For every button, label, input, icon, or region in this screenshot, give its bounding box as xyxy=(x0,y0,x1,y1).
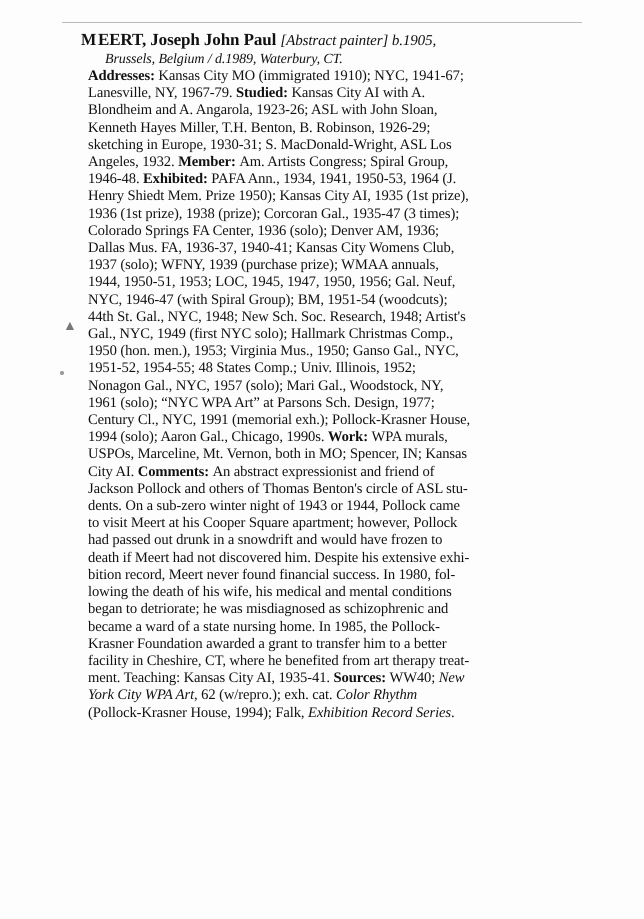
entry-text-line xyxy=(88,670,576,687)
entry-text-segment: Lanesville, NY, 1967-79. xyxy=(88,85,237,102)
entry-text-line xyxy=(88,636,576,653)
entry-text-line xyxy=(88,360,576,377)
entry-text-line xyxy=(88,584,576,601)
entry-text-line xyxy=(88,601,576,618)
artist-birth-death-places: Brussels, Belgium / d.1989, Waterbury, CT. xyxy=(105,52,343,67)
entry-text-segment: Krasner Foundation awarded a grant to transfer him to a better xyxy=(88,635,447,652)
entry-text-line xyxy=(88,223,576,240)
entry-text-segment: became a ward of a state nursing home. In 1985, the Pollock- xyxy=(88,618,440,635)
entry-text-segment: Angeles, 1932. xyxy=(88,154,179,171)
entry-text-segment: 1994 (solo); Aaron Gal., Chicago, 1990s. xyxy=(88,429,328,446)
entry-text-line xyxy=(88,171,576,188)
entry-text-line xyxy=(88,687,576,704)
entry-text-segment: Century Cl., NYC, 1991 (memorial exh.); Pollock-Krasner House, xyxy=(88,412,471,429)
entry-text-segment: 1946-48. xyxy=(88,171,144,188)
entry-text-line xyxy=(88,412,576,429)
entry-text-segment: Color Rhythm xyxy=(336,687,418,704)
entry-text-line xyxy=(88,464,576,481)
section-label: Comments: xyxy=(137,463,213,480)
entry-text-segment: began to detriorate; he was misdiagnosed as schizophrenic and xyxy=(88,601,449,618)
entry-text-segment: NYC, 1946-47 (with Spiral Group); BM, 1951-54 (woodcuts); xyxy=(88,291,448,308)
entry-text-line xyxy=(88,137,576,154)
entry-text-segment: ment. Teaching: Kansas City AI, 1935-41. xyxy=(88,670,334,687)
entry-text-segment: Colorado Springs FA Center, 1936 (solo); Denver AM, 1936; xyxy=(88,222,439,239)
biography-entry xyxy=(81,30,576,722)
entry-text-line xyxy=(88,206,576,223)
entry-text-segment: Exhibition Record Series xyxy=(308,704,451,721)
entry-text-segment: Jackson Pollock and others of Thomas Benton's circle of ASL stu- xyxy=(88,480,468,497)
entry-text-segment: sketching in Europe, 1930-31; S. MacDonald-Wright, ASL Los xyxy=(88,136,452,153)
entry-body xyxy=(88,68,576,722)
entry-text-segment: 1961 (solo); “NYC WPA Art” at Parsons Sch. Design, 1977; xyxy=(88,394,435,411)
entry-text-line xyxy=(88,102,576,119)
entry-text-segment: (Pollock-Krasner House, 1994); Falk, xyxy=(88,704,309,721)
entry-text-line xyxy=(88,188,576,205)
section-label: Addresses: xyxy=(88,68,159,84)
entry-text-line xyxy=(88,515,576,532)
entry-text-line xyxy=(88,292,576,309)
entry-text-segment: City AI. xyxy=(88,463,138,480)
entry-text-line xyxy=(88,481,576,498)
entry-text-line xyxy=(88,85,576,102)
entry-text-line xyxy=(88,705,576,722)
artist-name: EERT, Joseph John Paul xyxy=(97,30,277,49)
entry-text-line xyxy=(88,619,576,636)
entry-text-segment: York City WPA Art xyxy=(88,687,195,704)
entry-text-line xyxy=(88,429,576,446)
entry-text-line xyxy=(88,446,576,463)
entry-text-segment: to visit Meert at his Cooper Square apartment; however, Pollock xyxy=(88,515,458,532)
entry-text-segment: 44th St. Gal., NYC, 1948; New Sch. Soc. Research, 1948; Artist's xyxy=(88,308,466,325)
entry-text-segment: , 62 (w/repro.); exh. cat. xyxy=(194,687,337,704)
entry-text-segment: Dallas Mus. FA, 1936-37, 1940-41; Kansas City Womens Club, xyxy=(88,240,455,257)
entry-text-segment: Kansas City MO (immigrated 1910); NYC, 1941-67; xyxy=(158,68,464,84)
entry-text-segment: dents. On a sub-zero winter night of 1943 or 1944, Pollock came xyxy=(88,498,460,515)
entry-text-segment: Nonagon Gal., NYC, 1957 (solo); Mari Gal., Woodstock, NY, xyxy=(88,377,444,394)
entry-text-segment: USPOs, Marceline, Mt. Vernon, both in MO; Spencer, IN; Kansas xyxy=(88,446,467,463)
entry-text-segment: 1936 (1st prize), 1938 (prize); Corcoran Gal., 1935-47 (3 times); xyxy=(88,205,460,222)
entry-text-segment: . xyxy=(451,704,455,721)
entry-text-segment: 1951-52, 1954-55; 48 States Comp.; Univ. Illinois, 1952; xyxy=(88,360,416,377)
entry-text-line xyxy=(88,68,576,85)
entry-text-line xyxy=(88,120,576,137)
entry-text-segment: death if Meert had not discovered him. Despite his extensive exhi- xyxy=(88,549,470,566)
scan-edge-rule xyxy=(62,22,582,23)
section-label: Work: xyxy=(327,429,372,446)
entry-text-segment: lowing the death of his wife, his medical and mental conditions xyxy=(88,584,452,601)
entry-text-line xyxy=(88,326,576,343)
entry-text-segment: Blondheim and A. Angarola, 1923-26; ASL with John Sloan, xyxy=(88,102,438,119)
entry-text-line xyxy=(88,274,576,291)
entry-text-line xyxy=(88,257,576,274)
entry-text-segment: 1937 (solo); WFNY, 1939 (purchase prize); WMAA annuals, xyxy=(88,257,439,274)
entry-text-segment: New xyxy=(438,670,465,687)
section-label: Sources: xyxy=(333,670,390,687)
section-label: Exhibited: xyxy=(143,171,212,188)
entry-text-line xyxy=(88,378,576,395)
entry-text-segment: WW40; xyxy=(389,670,439,687)
entry-text-line xyxy=(88,653,576,670)
section-label: Member: xyxy=(178,154,240,171)
entry-text-line xyxy=(88,154,576,171)
entry-text-segment: Henry Shiedt Mem. Prize 1950); Kansas City AI, 1935 (1st prize), xyxy=(88,188,469,205)
entry-text-line xyxy=(88,395,576,412)
entry-text-line xyxy=(88,343,576,360)
scan-speck-mark: ▲ xyxy=(63,319,77,334)
entry-text-segment: Kansas City AI with A. xyxy=(291,85,426,102)
entry-text-line xyxy=(88,567,576,584)
entry-text-line xyxy=(88,240,576,257)
entry-text-line xyxy=(88,498,576,515)
entry-text-segment: 1944, 1950-51, 1953; LOC, 1945, 1947, 1950, 1956; Gal. Neuf, xyxy=(88,274,456,291)
entry-text-segment: facility in Cheshire, CT, where he benefited from art therapy treat- xyxy=(88,652,470,669)
entry-text-line xyxy=(88,532,576,549)
entry-text-segment: 1950 (hon. men.), 1953; Virginia Mus., 1950; Ganso Gal., NYC, xyxy=(88,343,459,360)
entry-text-segment: Gal., NYC, 1949 (first NYC solo); Hallmark Christmas Comp., xyxy=(88,326,454,343)
entry-text-segment: bition record, Meert never found financial success. In 1980, fol- xyxy=(88,566,456,583)
entry-text-segment: Am. Artists Congress; Spiral Group, xyxy=(239,154,449,171)
entry-text-line xyxy=(88,550,576,567)
entry-heading xyxy=(81,30,576,51)
scan-dot-mark xyxy=(60,371,64,375)
entry-text-line xyxy=(88,309,576,326)
entry-initial: M xyxy=(81,30,97,49)
entry-text-segment: An abstract expressionist and friend of xyxy=(212,463,435,480)
artist-role-dates: [Abstract painter] b.1905, xyxy=(280,33,437,49)
section-label: Studied: xyxy=(236,85,292,102)
entry-text-segment: PAFA Ann., 1934, 1941, 1950-53, 1964 (J. xyxy=(211,171,457,188)
entry-text-segment: Kenneth Hayes Miller, T.H. Benton, B. Robinson, 1926-29; xyxy=(88,119,431,136)
entry-text-segment: WPA murals, xyxy=(371,429,448,446)
entry-text-segment: had passed out drunk in a snowdrift and would have frozen to xyxy=(88,532,443,549)
